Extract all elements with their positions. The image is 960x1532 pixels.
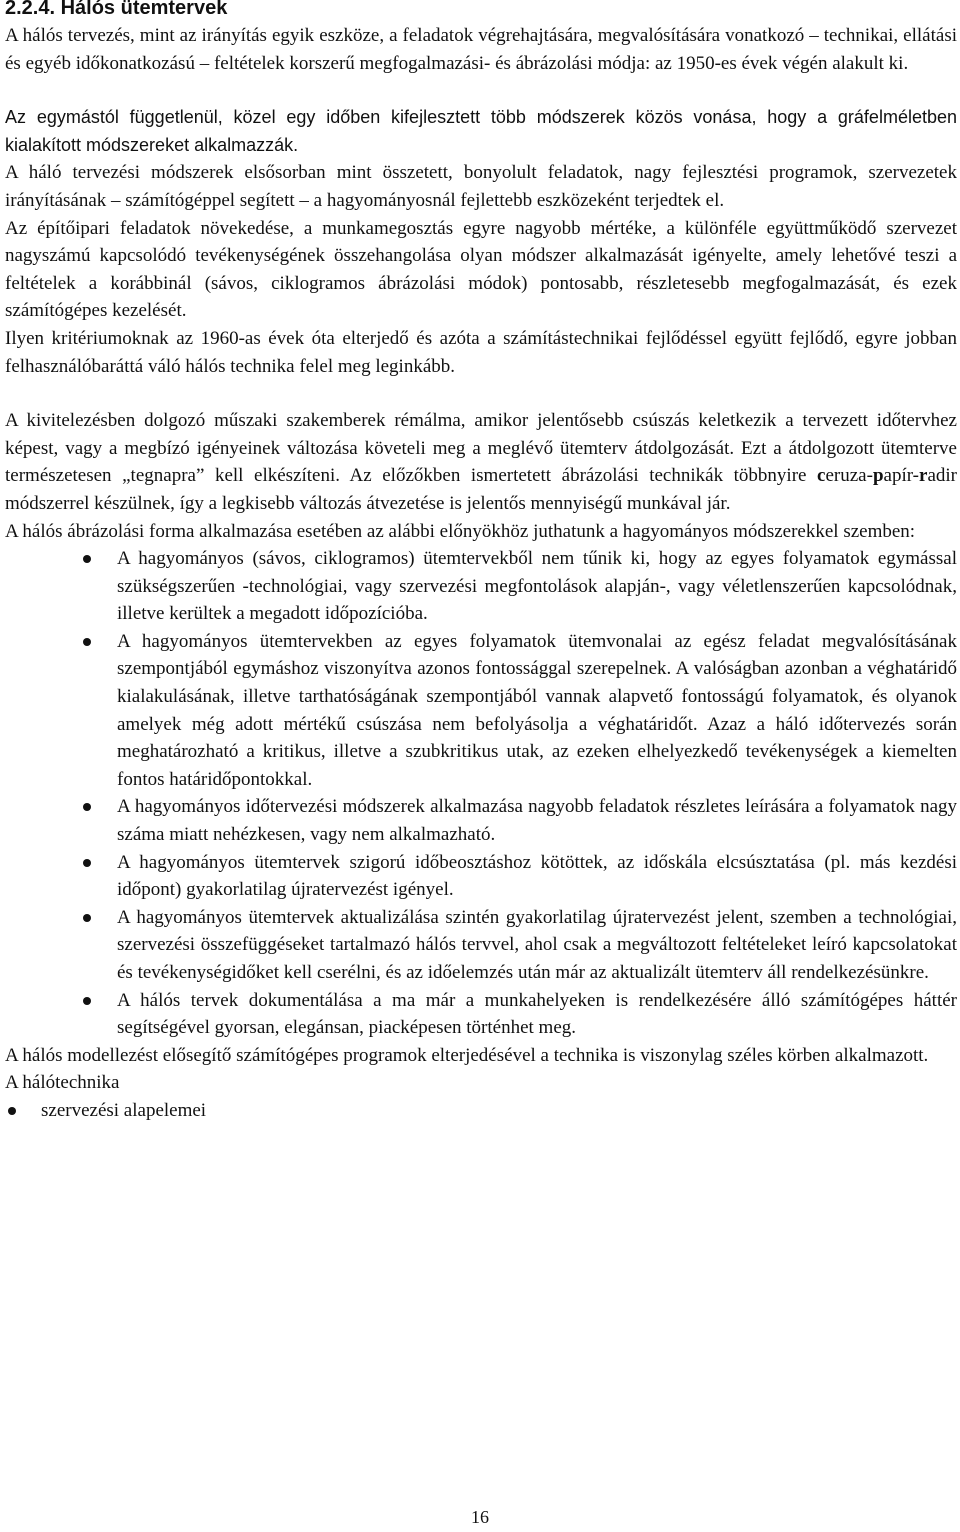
list-item-text: A hagyományos időtervezési módszerek alkalmazása nagyobb feladatok részletes leírására a folyamatok nagy száma miatt nehézkesen, vagy nem alkalmazható.	[117, 796, 957, 846]
bullet-icon	[83, 859, 91, 867]
paragraph-graph-theory: Az egymástól függetlenül, közel egy időben kifejlesztett több módszerek közös vonása, hogy a gráfelméletben kialakított módszereket alkalmazzák.	[5, 107, 957, 155]
list-item	[80, 987, 957, 1042]
paragraph-software: A hálós modellezést elősegítő számítógépes programok elterjedésével a technika is viszonylag széles körben alkalmazott.	[5, 1044, 929, 1066]
bullet-icon	[83, 914, 91, 922]
advantages-list	[80, 545, 957, 1042]
list-item	[80, 904, 957, 987]
paragraph-intro: A hálós tervezés, mint az irányítás egyik eszköze, a feladatok végrehajtására, megvalósítására vonatkozó – technikai, ellátási és egyéb időkonatkozású – feltételek korszerű megfogalmazási- és ábrázolási módja: az 1950-es évek végén alakult ki.	[5, 25, 957, 74]
bullet-icon	[83, 997, 91, 1005]
text-run: adir módszerrel készülnek, így a legkisebb változás átvezetése is jelentős mennyiségű munkával jár.	[5, 465, 957, 514]
list-item-text: szervezési alapelemei	[41, 1099, 207, 1121]
paragraph-network-methods: A háló tervezési módszerek elsősorban mint összetett, bonyolult feladatok, nagy fejlesztési programok, szervezetek irányításának – számítógéppel segített – a hagyományosnál fejlettebb eszközeként terjedtek el.	[5, 162, 957, 211]
paragraph-network-technique: A hálótechnika	[5, 1072, 120, 1094]
bold-letter-p: p	[872, 465, 884, 487]
text-run: apír-	[883, 465, 920, 487]
page-number: 16	[471, 1507, 489, 1527]
section-heading: 2.2.4. Hálós ütemtervek	[5, 0, 228, 19]
paragraph-construction: Az építőipari feladatok növekedése, a munkamegosztás egyre nagyobb mértéke, a különféle együttműködő szervezet nagyszámú kapcsolódó tevékenységének összehangolása olyan módszer alkalmazását igényelte, amely lehetővé teszi a feltételek a korábbinál (sávos, ciklogramos ábrázolási módok) pontosabb, részletesebb megfogalmazását, és ezek számítógépes kezelését.	[5, 217, 957, 322]
text-run: A kivitelezésben dolgozó műszaki szakemberek rémálma, amikor jelentősebb csúszás keletkezik a tervezett időtervhez képest, vagy a megbízó igényeinek változása követeli meg a meglévő ütemterv átdolgozását. Ezt a átdolgozott ütemterve természetesen „tegnapra” kell elkészíteni. Az előzőkben ismertetett ábrázolási technikák többnyire	[5, 410, 957, 487]
list-item-text: A hagyományos ütemtervekben az egyes folyamatok ütemvonalai az egész feladat megvalósításának szempontjából egymáshoz viszonyítva azonos fontossággal szerepelnek. A valóságban azonban a véghatáridő kialakulásának, illetve tarthatóságának szempontjából vannak alapvető fontosságú folyamatok, és olyanok amelyek még adott mértékű csúszása nem befolyásolja a véghatáridőt. Azaz a háló időtervezés során meghatározható a kritikus, illetve a szubkritikus utak, az ezeken elhelyezkedő tevékenységek a kiemelten fontos határidőpontokkal.	[117, 630, 957, 790]
text-run: eruza-	[825, 465, 873, 487]
list-item-text: A hagyományos (sávos, ciklogramos) ütemtervekből nem tűnik ki, hogy az egyes folyamatok egymással szükségszerűen -technológiai, vagy szervezési megfontolások alapján-, vagy véletlenszerűen kapcsolódnak, illetve kerültek a megadott időpozícióba.	[117, 548, 957, 625]
bullet-icon	[83, 638, 91, 646]
bold-letter-r: r	[919, 465, 928, 487]
paragraph-nightmare	[5, 407, 957, 517]
paragraph-gap	[5, 77, 957, 104]
paragraph-advantages-intro: A hálós ábrázolási forma alkalmazása esetében az alábbi előnyökhöz juthatunk a hagyományos módszerekkel szemben:	[5, 520, 916, 542]
list-item-text: A hagyományos ütemtervek aktualizálása szintén gyakorlatilag újratervezést jelent, szemben a technológiai, szervezési összefüggéseket tartalmazó hálós tervvel, ahol csak a megváltozott feltételeket leíró kapcsolatokat és tevékenységidőket kell cserélni, és az időelemzés után már az aktualizált ütemterv áll rendelkezésünkre.	[117, 906, 957, 983]
list-item-text: A hálós tervek dokumentálása a ma már a munkahelyeken is rendelkezésére álló számítógépes háttér segítségével gyorsan, elegánsan, piacképesen történhet meg.	[117, 989, 957, 1039]
list-item	[80, 628, 957, 794]
list-item	[80, 793, 957, 848]
bullet-icon	[83, 803, 91, 811]
bullet-icon	[83, 555, 91, 563]
list-item	[80, 545, 957, 628]
bold-letter-c: c	[817, 465, 826, 487]
basics-list	[5, 1097, 957, 1125]
list-item	[5, 1097, 957, 1125]
list-item-text: A hagyományos ütemtervek szigorú időbeosztáshoz kötöttek, az időskála elcsúsztatása (pl. más kezdési időpont) gyakorlatilag újratervezést igényel.	[117, 851, 957, 901]
paragraph-criteria: Ilyen kritériumoknak az 1960-as évek óta elterjedő és azóta a számítástechnikai fejlődéssel együtt fejlődő, egyre jobban felhasználóbaráttá váló hálós technika felel meg leginkább.	[5, 327, 957, 377]
list-item	[80, 849, 957, 904]
paragraph-gap	[5, 380, 957, 407]
bullet-icon	[8, 1107, 16, 1115]
